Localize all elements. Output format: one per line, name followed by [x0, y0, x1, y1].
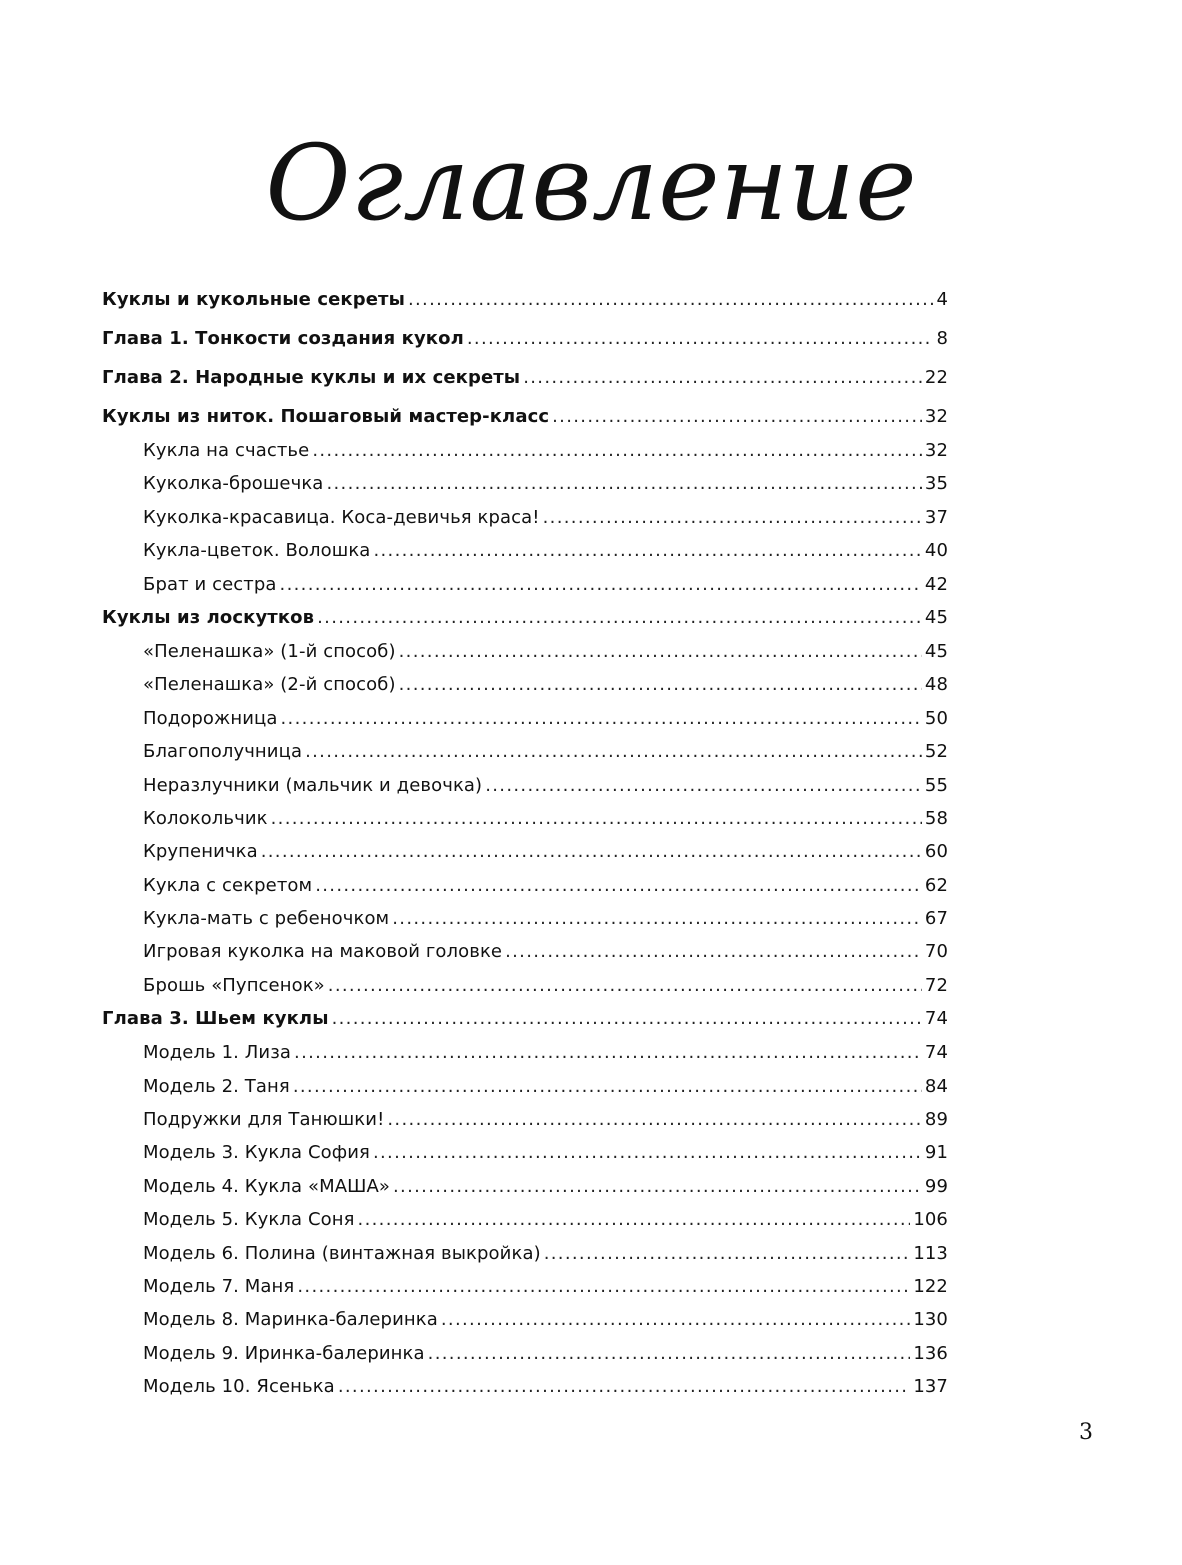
toc-entry-row[interactable]: [102, 802, 948, 835]
toc-entry-row[interactable]: [102, 467, 948, 500]
toc-entry-row[interactable]: [102, 434, 948, 467]
toc-chapter-row[interactable]: [102, 1002, 948, 1036]
toc-dot-leader: [428, 1337, 911, 1370]
toc-entry-row[interactable]: [102, 568, 948, 601]
toc-page-number: 84: [924, 1075, 948, 1097]
toc-dot-leader: [332, 1002, 922, 1035]
toc-entry-title: Модель 7. Маня: [143, 1275, 295, 1297]
toc-entry-row[interactable]: [102, 1337, 948, 1370]
toc-dot-leader: [387, 1103, 922, 1136]
toc-entry-row[interactable]: [102, 501, 948, 534]
toc-entry-title: Брат и сестра: [143, 573, 277, 595]
toc-entry-row[interactable]: [102, 1103, 948, 1136]
toc-entry-row[interactable]: [102, 1036, 948, 1069]
toc-dot-leader: [281, 702, 922, 735]
toc-dot-leader: [315, 869, 922, 902]
toc-dot-leader: [358, 1203, 911, 1236]
toc-entry-title: Брошь «Пупсенок»: [143, 974, 325, 996]
toc-entry-row[interactable]: [102, 735, 948, 768]
toc-entry-title: Глава 1. Тонкости создания кукол: [102, 328, 464, 349]
toc-dot-leader: [399, 635, 922, 668]
toc-entry-title: Неразлучники (мальчик и девочка): [143, 774, 483, 796]
toc-entry-title: Крупеничка: [143, 841, 258, 863]
toc-entry-row[interactable]: [102, 869, 948, 902]
toc-page-number: 52: [924, 741, 948, 763]
toc-page-number: 40: [924, 540, 948, 562]
toc-page-number: 89: [924, 1109, 948, 1131]
toc-dot-leader: [261, 835, 922, 868]
toc-chapter-row[interactable]: [102, 322, 948, 361]
toc-page-number: 122: [913, 1275, 948, 1297]
toc-chapter-row[interactable]: [102, 283, 948, 322]
toc-chapter-row[interactable]: [102, 361, 948, 400]
toc-dot-leader: [373, 534, 921, 567]
toc-dot-leader: [338, 1370, 911, 1403]
toc-entry-title: Модель 2. Таня: [143, 1075, 290, 1097]
toc-page-number: 99: [924, 1175, 948, 1197]
toc-dot-leader: [297, 1270, 910, 1303]
toc-entry-title: Куклы из ниток. Пошаговый мастер-класс: [102, 406, 550, 427]
table-of-contents: [102, 283, 948, 1404]
toc-entry-row[interactable]: [102, 935, 948, 968]
toc-entry-title: Кукла-мать с ребеночком: [143, 908, 390, 930]
toc-entry-title: Кукла с секретом: [143, 874, 313, 896]
toc-page-number: 62: [924, 874, 948, 896]
toc-entry-title: Модель 3. Кукла София: [143, 1142, 370, 1164]
toc-entry-row[interactable]: [102, 1303, 948, 1336]
toc-dot-leader: [441, 1303, 910, 1336]
toc-page-number: 113: [913, 1242, 948, 1264]
toc-page-number: 37: [924, 506, 948, 528]
toc-entry-title: Колокольчик: [143, 807, 268, 829]
toc-dot-leader: [305, 735, 922, 768]
toc-page-number: 130: [913, 1309, 948, 1331]
toc-page-number: 48: [924, 674, 948, 696]
toc-dot-leader: [393, 1170, 922, 1203]
toc-page-number: 42: [924, 573, 948, 595]
toc-entry-row[interactable]: [102, 835, 948, 868]
toc-page-number: 137: [913, 1376, 948, 1398]
toc-entry-title: Модель 6. Полина (винтажная выкройка): [143, 1242, 541, 1264]
toc-chapter-row[interactable]: [102, 601, 948, 635]
toc-page-number: 74: [924, 1008, 948, 1030]
toc-entry-title: Глава 3. Шьем куклы: [102, 1008, 329, 1030]
toc-entry-title: Куколка-красавица. Коса-девичья краса!: [143, 506, 540, 528]
toc-page-number: 136: [913, 1342, 948, 1364]
toc-entry-row[interactable]: [102, 1070, 948, 1103]
toc-dot-leader: [552, 400, 922, 433]
toc-entry-row[interactable]: [102, 769, 948, 802]
toc-entry-title: Куколка-брошечка: [143, 473, 324, 495]
toc-page-number: 22: [924, 367, 948, 388]
toc-page-number: 106: [913, 1209, 948, 1231]
toc-entry-row[interactable]: [102, 969, 948, 1002]
toc-entry-title: Модель 1. Лиза: [143, 1042, 292, 1064]
toc-dot-leader: [280, 568, 922, 601]
toc-entry-row[interactable]: [102, 1270, 948, 1303]
toc-entry-title: Куклы из лоскутков: [102, 606, 315, 628]
toc-page-number: 58: [924, 807, 948, 829]
toc-entry-title: «Пеленашка» (1-й способ): [143, 640, 396, 662]
toc-entry-title: Кукла-цветок. Волошка: [143, 540, 371, 562]
toc-dot-leader: [373, 1136, 922, 1169]
toc-page-number: 50: [924, 707, 948, 729]
toc-entry-row[interactable]: [102, 635, 948, 668]
toc-entry-title: Кукла на счастье: [143, 440, 310, 461]
toc-entry-title: Модель 10. Ясенька: [143, 1376, 335, 1398]
toc-entry-title: Модель 8. Маринка-балеринка: [143, 1309, 438, 1331]
toc-page-number: 91: [924, 1142, 948, 1164]
toc-page-number: 8: [936, 328, 948, 349]
toc-dot-leader: [399, 668, 922, 701]
toc-dot-leader: [467, 322, 934, 355]
toc-page-number: 32: [924, 406, 948, 427]
toc-entry-row[interactable]: [102, 1237, 948, 1270]
toc-entry-row[interactable]: [102, 1170, 948, 1203]
toc-dot-leader: [271, 802, 922, 835]
toc-entry-row[interactable]: [102, 668, 948, 701]
toc-entry-row[interactable]: [102, 534, 948, 567]
toc-page-number: 70: [924, 941, 948, 963]
toc-dot-leader: [312, 434, 922, 467]
toc-dot-leader: [408, 283, 933, 316]
toc-page-number: 35: [924, 473, 948, 495]
toc-entry-row[interactable]: [102, 902, 948, 935]
page-number: 3: [1079, 1420, 1093, 1445]
toc-page-number: 72: [924, 974, 948, 996]
toc-dot-leader: [293, 1070, 922, 1103]
toc-entry-title: Подружки для Танюшки!: [143, 1109, 385, 1131]
toc-page-number: 45: [924, 640, 948, 662]
toc-entry-title: Куклы и кукольные секреты: [102, 289, 405, 310]
page-title: Оглавление: [265, 122, 917, 244]
toc-dot-leader: [543, 501, 922, 534]
toc-entry-title: Игровая куколка на маковой головке: [143, 941, 503, 963]
toc-dot-leader: [294, 1036, 922, 1069]
toc-page-number: 45: [924, 606, 948, 628]
toc-page-number: 60: [924, 841, 948, 863]
toc-entry-title: «Пеленашка» (2-й способ): [143, 674, 396, 696]
toc-entry-title: Модель 9. Иринка-балеринка: [143, 1342, 425, 1364]
toc-entry-row[interactable]: [102, 1203, 948, 1236]
toc-entry-title: Благополучница: [143, 741, 303, 763]
toc-dot-leader: [392, 902, 922, 935]
toc-dot-leader: [485, 769, 922, 802]
toc-dot-leader: [328, 969, 922, 1002]
toc-chapter-row[interactable]: [102, 400, 948, 434]
toc-entry-row[interactable]: [102, 702, 948, 735]
toc-entry-title: Модель 5. Кукла Соня: [143, 1209, 355, 1231]
toc-dot-leader: [544, 1237, 911, 1270]
toc-page-number: 67: [924, 908, 948, 930]
toc-dot-leader: [317, 601, 922, 634]
toc-entry-title: Модель 4. Кукла «МАША»: [143, 1175, 390, 1197]
toc-entry-row[interactable]: [102, 1370, 948, 1403]
toc-dot-leader: [523, 361, 922, 394]
toc-entry-title: Глава 2. Народные куклы и их секреты: [102, 367, 521, 388]
toc-entry-title: Подорожница: [143, 707, 278, 729]
toc-page-number: 32: [924, 440, 948, 461]
toc-entry-row[interactable]: [102, 1136, 948, 1169]
toc-page-number: 74: [924, 1042, 948, 1064]
toc-page-number: 55: [924, 774, 948, 796]
toc-page-number: 4: [936, 289, 948, 310]
toc-dot-leader: [326, 467, 921, 500]
toc-dot-leader: [505, 935, 922, 968]
